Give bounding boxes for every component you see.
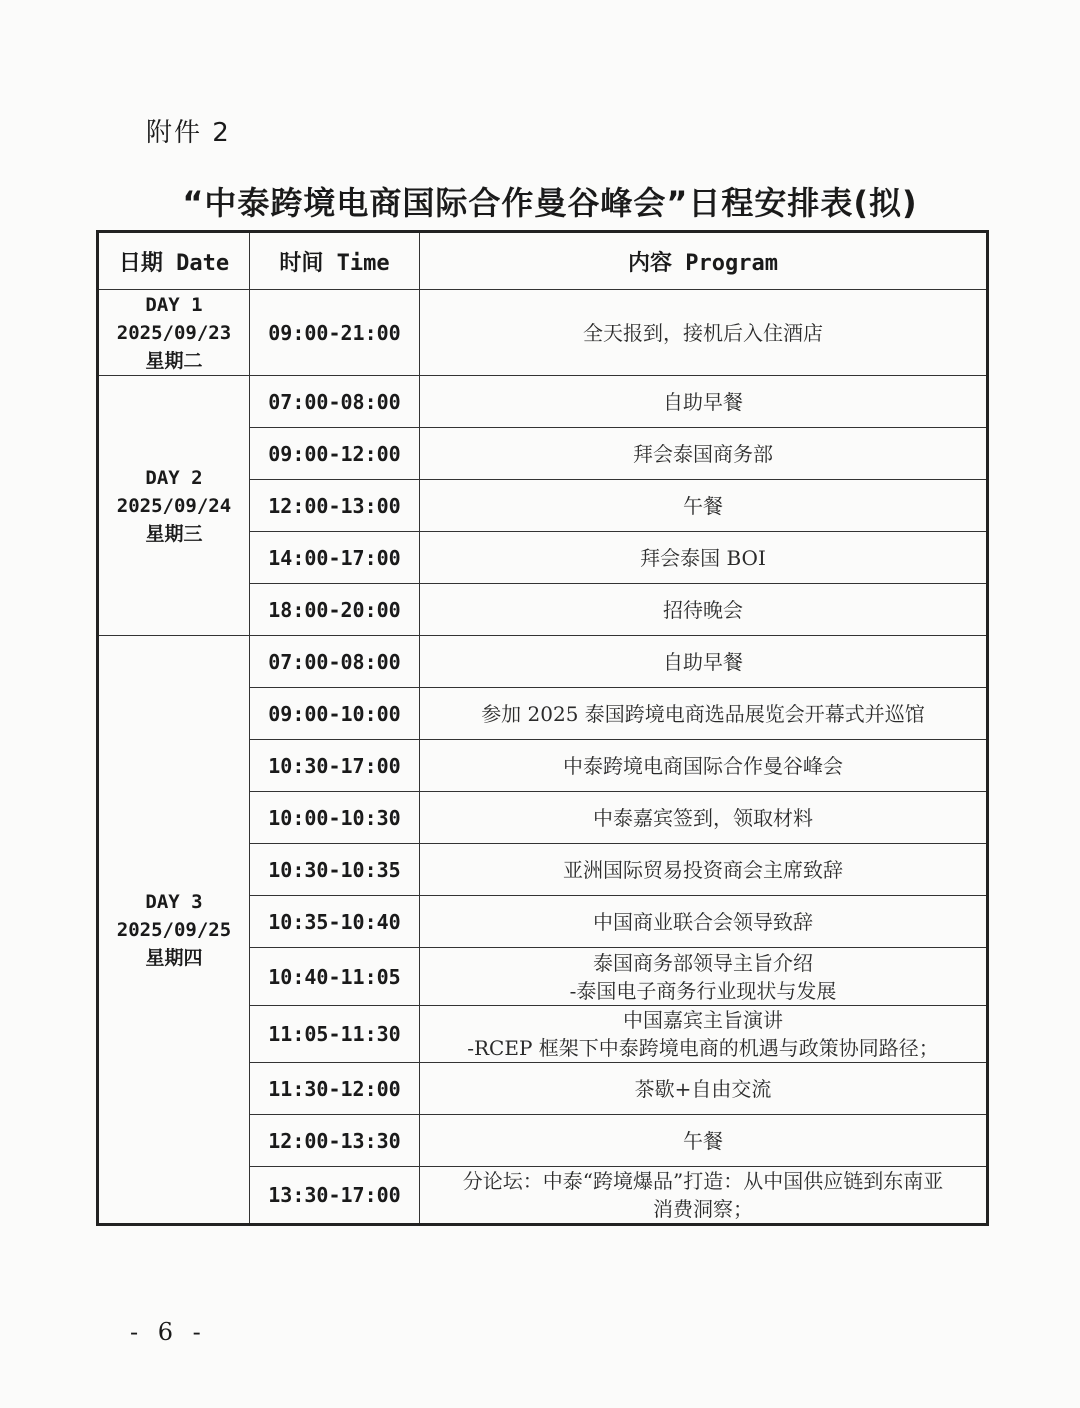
program-cell <box>420 1063 988 1115</box>
program-line: 茶歇+自由交流 <box>634 1076 772 1101</box>
day-weekday: 星期三 <box>145 522 203 545</box>
program-cell <box>420 1115 988 1167</box>
program-cell <box>420 290 988 376</box>
schedule-table <box>96 230 989 1226</box>
program-line: 自助早餐 <box>663 649 743 674</box>
table-row <box>98 376 988 428</box>
day-date: 2025/09/24 <box>116 494 232 517</box>
program-cell <box>420 376 988 428</box>
program-cell <box>420 896 988 948</box>
time-cell: 10:40-11:05 <box>250 948 420 1006</box>
program-line: 分论坛：中泰“跨境爆品”打造：从中国供应链到东南亚 <box>462 1169 944 1193</box>
program-cell <box>420 1167 988 1225</box>
attachment-label: 附件 2 <box>146 118 231 148</box>
time-cell: 18:00-20:00 <box>250 584 420 636</box>
program-cell <box>420 636 988 688</box>
time-cell: 07:00-08:00 <box>250 636 420 688</box>
program-line: 中国商业联合会领导致辞 <box>593 909 813 934</box>
day-date: 2025/09/23 <box>116 321 232 344</box>
time-cell: 09:00-10:00 <box>250 688 420 740</box>
program-cell <box>420 792 988 844</box>
time-cell: 09:00-21:00 <box>250 290 420 376</box>
time-cell: 07:00-08:00 <box>250 376 420 428</box>
day-date: 2025/09/25 <box>116 918 232 941</box>
program-line: 自助早餐 <box>663 389 743 414</box>
program-line: 消费洞察； <box>653 1197 753 1221</box>
day-cell <box>98 636 250 1225</box>
program-cell <box>420 480 988 532</box>
day-weekday: 星期二 <box>145 349 203 372</box>
program-cell <box>420 532 988 584</box>
time-cell: 10:30-17:00 <box>250 740 420 792</box>
program-line: 拜会泰国商务部 <box>633 441 773 466</box>
time-cell: 09:00-12:00 <box>250 428 420 480</box>
program-line: -RCEP 框架下中泰跨境电商的机遇与政策协同路径； <box>467 1036 939 1060</box>
program-line: 招待晚会 <box>663 597 743 622</box>
program-cell <box>420 428 988 480</box>
table-header-row <box>98 232 988 290</box>
day-day: DAY 2 <box>145 466 203 489</box>
program-cell <box>420 1006 988 1063</box>
day-day: DAY 3 <box>145 890 203 913</box>
column-header-program: 内容 Program <box>420 232 988 290</box>
table-row <box>98 290 988 376</box>
program-cell <box>420 844 988 896</box>
schedule-body <box>98 290 988 1225</box>
time-cell: 13:30-17:00 <box>250 1167 420 1225</box>
program-line: 中国嘉宾主旨演讲 <box>623 1008 783 1032</box>
program-line: -泰国电子商务行业现状与发展 <box>569 978 837 1003</box>
program-line: 午餐 <box>683 1128 723 1153</box>
day-cell <box>98 376 250 636</box>
program-line: 亚洲国际贸易投资商会主席致辞 <box>563 857 843 882</box>
time-cell: 11:30-12:00 <box>250 1063 420 1115</box>
column-header-date: 日期 Date <box>98 232 250 290</box>
program-line: 拜会泰国 BOI <box>640 545 766 570</box>
time-cell: 12:00-13:00 <box>250 480 420 532</box>
column-header-time: 时间 Time <box>250 232 420 290</box>
day-weekday: 星期四 <box>145 946 203 969</box>
program-line: 中泰嘉宾签到，领取材料 <box>593 805 813 830</box>
time-cell: 11:05-11:30 <box>250 1006 420 1063</box>
time-cell: 14:00-17:00 <box>250 532 420 584</box>
program-line: 中泰跨境电商国际合作曼谷峰会 <box>563 753 843 778</box>
program-line: 泰国商务部领导主旨介绍 <box>593 950 813 975</box>
document-title: “中泰跨境电商国际合作曼谷峰会”日程安排表(拟) <box>182 184 918 222</box>
time-cell: 10:30-10:35 <box>250 844 420 896</box>
program-cell <box>420 948 988 1006</box>
day-day: DAY 1 <box>145 293 203 316</box>
time-cell: 12:00-13:30 <box>250 1115 420 1167</box>
time-cell: 10:35-10:40 <box>250 896 420 948</box>
program-line: 午餐 <box>683 493 723 518</box>
program-line: 参加 2025 泰国跨境电商选品展览会开幕式并巡馆 <box>481 701 925 726</box>
program-line: 全天报到，接机后入住酒店 <box>583 320 823 345</box>
page-number: - 6 - <box>130 1318 207 1346</box>
program-cell <box>420 688 988 740</box>
table-row <box>98 636 988 688</box>
program-cell <box>420 740 988 792</box>
program-cell <box>420 584 988 636</box>
time-cell: 10:00-10:30 <box>250 792 420 844</box>
day-cell <box>98 290 250 376</box>
